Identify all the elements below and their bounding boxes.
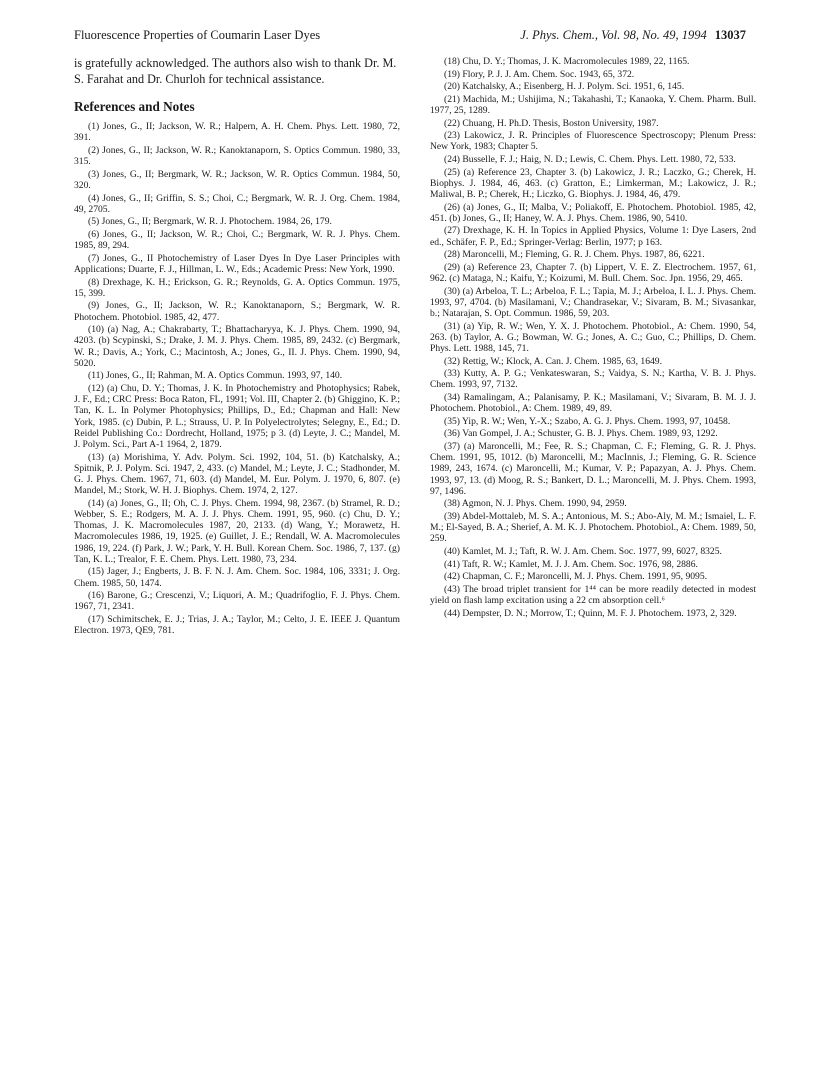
- journal-volume-issue: J. Phys. Chem., Vol. 98, No. 49, 1994: [520, 28, 707, 42]
- reference-item: (26) (a) Jones, G., II; Malba, V.; Poliakoff, E. Photochem. Photobiol. 1985, 42, 451. (b) Jones, G., II; Haney, W. A. J. Phys. Chem. 1986, 90, 5410.: [430, 201, 756, 224]
- reference-item: (31) (a) Yip, R. W.; Wen, Y. X. J. Photochem. Photobiol., A: Chem. 1990, 54, 263. (b) Taylor, A. G.; Bowman, W. G.; Jones, A. C.; Guo, C.; Phillips, D. Chem. Phys. Lett. 1988, 145, 71.: [430, 320, 756, 354]
- reference-item: (14) (a) Jones, G., II; Oh, C. J. Phys. Chem. 1994, 98, 2367. (b) Stramel, R. D.; Webber, S. E.; Rodgers, M. A. J. J. Phys. Chem. 1991, 95, 960. (c) Chu, D. Y.; Thomas, J. K. Macromolecules 1987, 20, 2133. (d) Wang, Y.; Morawetz, H. Macromolecules 1986, 19, 1925. (e) Guillet, J. E.; Rendall, W. A. Macromolecules 1986, 19, 224. (f) Park, J. W.; Park, Y. H. Bull. Korean Chem. Soc. 1986, 7, 137. (g) Tan, K. L.; Trealor, F. E. Chem. Phys. Lett. 1980, 73, 234.: [74, 497, 400, 565]
- reference-item: (5) Jones, G., II; Bergmark, W. R. J. Photochem. 1984, 26, 179.: [88, 216, 332, 228]
- acknowledgment-text: is gratefully acknowledged. The authors also wish to thank Dr. M. S. Farahat and Dr. Churloh for technical assistance.: [74, 56, 397, 86]
- reference-item: (27) Drexhage, K. H. In Topics in Applied Physics, Volume 1: Dye Lasers, 2nd ed., Schäfer, F. P., Ed.; Springer-Verlag: Berlin, 1977; p 163.: [430, 225, 756, 248]
- reference-item: (16) Barone, G.; Crescenzi, V.; Liquori, A. M.; Quadrifoglio, F. J. Phys. Chem. 1967, 71, 2341.: [74, 590, 400, 613]
- reference-item: (24) Busselle, F. J.; Haig, N. D.; Lewis, C. Chem. Phys. Lett. 1980, 72, 533.: [444, 153, 736, 165]
- reference-list-left: [74, 121, 400, 636]
- reference-item: (21) Machida, M.; Ushijima, N.; Takahashi, T.; Kanaoka, Y. Chem. Pharm. Bull. 1977, 25, 1289.: [430, 93, 756, 116]
- reference-item: (30) (a) Arbeloa, T. L.; Arbeloa, F. L.; Tapia, M. J.; Arbeloa, I. L. J. Phys. Chem. 1993, 97, 4704. (b) Masilamani, V.; Chandrasekar, V.; Sivaram, B. M.; Sivasankar, b.; Natarajan, S. Opt. Commun. 1986, 59, 203.: [430, 285, 756, 319]
- reference-item: (36) Van Gompel, J. A.; Schuster, G. B. J. Phys. Chem. 1989, 93, 1292.: [444, 428, 718, 440]
- reference-item: (41) Taft, R. W.; Kamlet, M. J. J. Am. Chem. Soc. 1976, 98, 2886.: [444, 558, 698, 570]
- reference-item: (8) Drexhage, K. H.; Erickson, G. R.; Reynolds, G. A. Optics Commun. 1975, 15, 399.: [74, 276, 400, 299]
- reference-item: (2) Jones, G., II; Jackson, W. R.; Kanoktanaporn, S. Optics Commun. 1980, 33, 315.: [74, 144, 400, 168]
- reference-item: (13) (a) Morishima, Y. Adv. Polym. Sci. 1992, 104, 51. (b) Katchalsky, A.; Spitnik, P. J. Polym. Sci. 1947, 2, 433. (c) Mandel, M.; Leyte, J. C.; Stadhonder, M. G. J. Phys. Chem. 1967, 71, 603. (d) Mandel, M. Eur. Polym. J. 1970, 6, 807. (e) Mandel, M.; Stork, W. H. J. Biophys. Chem. 1974, 2, 127.: [74, 451, 400, 497]
- reference-item: (17) Schimitschek, E. J.; Trias, J. A.; Taylor, M.; Celto, J. E. IEEE J. Quantum Electron. 1973, QE9, 781.: [74, 613, 400, 637]
- reference-item: (35) Yip, R. W.; Wen, Y.-X.; Szabo, A. G. J. Phys. Chem. 1993, 97, 10458.: [444, 415, 731, 427]
- reference-item: (19) Flory, P. J. J. Am. Chem. Soc. 1943, 65, 372.: [444, 68, 635, 80]
- reference-item: (43) The broad triplet transient for 1⁴⁴ can be more readily detected in modest yield on flash lamp excitation using a 22 cm absorption cell.⁶: [430, 583, 756, 606]
- reference-item: (7) Jones, G., II Photochemistry of Laser Dyes In Dye Laser Principles with Applications; Duarte, F. J., Hillman, L. W., Eds.; Academic Press: New York, 1990.: [74, 252, 400, 275]
- reference-item: (11) Jones, G., II; Rahman, M. A. Optics Commun. 1993, 97, 140.: [88, 370, 343, 382]
- reference-item: (34) Ramalingam, A.; Palanisamy, P. K.; Masilamani, V.; Sivaram, B. M. J. J. Photochem. Photobiol., A: Chem. 1989, 49, 89.: [430, 391, 756, 415]
- reference-item: (10) (a) Nag, A.; Chakrabarty, T.; Bhattacharyya, K. J. Phys. Chem. 1990, 94, 4203. (b) Scypinski, S.; Drake, J. M. J. Phys. Chem. 1985, 89, 2432. (c) Bergmark, W. R.; Davis, A.; York, C.; Macintosh, A.; Jones, G., II. J. Phys. Chem. 1990, 94, 5020.: [74, 324, 400, 369]
- page-number: 13037: [714, 28, 746, 42]
- running-title: Fluorescence Properties of Coumarin Laser Dyes: [74, 28, 321, 42]
- journal-citation: [520, 28, 746, 43]
- running-header: [74, 28, 746, 46]
- reference-list-right: [430, 56, 756, 619]
- reference-item: (38) Agmon, N. J. Phys. Chem. 1990, 94, 2959.: [444, 498, 627, 510]
- reference-item: (6) Jones, G., II; Jackson, W. R.; Choi, C.; Bergmark, W. R. J. Phys. Chem. 1985, 89, 294.: [74, 228, 400, 252]
- reference-item: (22) Chuang, H. Ph.D. Thesis, Boston University, 1987.: [444, 117, 659, 129]
- right-column: [430, 56, 756, 620]
- reference-item: (1) Jones, G., II; Jackson, W. R.; Halpern, A. H. Chem. Phys. Lett. 1980, 72, 391.: [74, 121, 400, 144]
- reference-item: (32) Rettig, W.; Klock, A. Can. J. Chem. 1985, 63, 1649.: [444, 355, 662, 367]
- reference-item: (25) (a) Reference 23, Chapter 3. (b) Lakowicz, J. R.; Laczko, G.; Cherek, H. Biophys. J. 1984, 46, 463. (c) Gratton, E.; Limkerman, M.; Lakowicz, J. R.; Maliwal, B. P.; Cherek, H.; Liczko, G. Biophys. J. 1984, 46, 479.: [430, 166, 756, 200]
- reference-item: (18) Chu, D. Y.; Thomas, J. K. Macromolecules 1989, 22, 1165.: [444, 56, 690, 67]
- reference-item: (42) Chapman, C. F.; Maroncelli, M. J. Phys. Chem. 1991, 95, 9095.: [444, 571, 708, 583]
- reference-item: (29) (a) Reference 23, Chapter 7. (b) Lippert, V. E. Z. Electrochem. 1957, 61, 962. (c) Mataga, N.; Kaifu, Y.; Koizumi, M. Bull. Chem. Soc. Jpn. 1956, 29, 465.: [430, 261, 756, 284]
- reference-item: (3) Jones, G., II; Bergmark, W. R.; Jackson, W. R. Optics Commun. 1984, 50, 320.: [74, 168, 400, 191]
- reference-item: (9) Jones, G., II; Jackson, W. R.; Kanoktanaporn, S.; Bergmark, W. R. Photochem. Photobiol. 1985, 42, 477.: [74, 300, 400, 323]
- left-column: [74, 56, 400, 638]
- reference-item: (23) Lakowicz, J. R. Principles of Fluorescence Spectroscopy; Plenum Press: New York, 1983; Chapter 5.: [430, 130, 756, 153]
- reference-item: (15) Jager, J.; Engberts, J. B. F. N. J. Am. Chem. Soc. 1984, 106, 3331; J. Org. Chem. 1985, 50, 1474.: [74, 566, 400, 589]
- references-heading: References and Notes: [74, 99, 195, 115]
- reference-item: (44) Dempster, D. N.; Morrow, T.; Quinn, M. F. J. Photochem. 1973, 2, 329.: [444, 607, 737, 619]
- reference-item: (37) (a) Maroncelli, M.; Fee, R. S.; Chapman, C. F.; Fleming, G. R. J. Phys. Chem. 1991, 95, 1012. (b) Maroncelli, M.; MacInnis, J.; Fleming, G. R. Science 1989, 243, 1674. (c) Maroncelli, M.; Kumar, V. P.; Papazyan, A. J. Phys. Chem. 1993, 97, 13. (d) Moog, R. S.; Bankert, D. L.; Maroncelli, M. J. Phys. Chem. 1993, 97, 1496.: [430, 440, 756, 497]
- reference-item: (39) Abdel-Mottaleb, M. S. A.; Antonious, M. S.; Abo-Aly, M. M.; Ismaiel, L. F. M.; El-Sayed, B. A.; Sherief, A. M. K. J. Photochem. Photobiol., A: Chem. 1989, 50, 259.: [430, 510, 756, 545]
- reference-item: (4) Jones, G., II; Griffin, S. S.; Choi, C.; Bergmark, W. R. J. Org. Chem. 1984, 49, 2705.: [74, 192, 400, 215]
- reference-item: (33) Kutty, A. P. G.; Venkateswaran, S.; Vaidya, S. N.; Kartha, V. B. J. Phys. Chem. 1993, 97, 7132.: [430, 368, 756, 391]
- reference-item: (28) Maroncelli, M.; Fleming, G. R. J. Chem. Phys. 1987, 86, 6221.: [444, 249, 705, 261]
- reference-item: (12) (a) Chu, D. Y.; Thomas, J. K. In Photochemistry and Photophysics; Rabek, J. F., Ed.; CRC Press: Boca Raton, FL, 1991; Vol. III, Chapter 2. (b) Ghiggino, K. P.; Tan, K. L. In Polymer Photophysics; Phillips, D., Ed.; Chapman and Hall: New York, 1985. (c) Dubin, P. L.; Strauss, U. P. In Polyelectrolytes; Selegny, E., Ed.; D. Reidel Publishing Co.: Dordrecht, Holland, 1975; p 3. (d) Leyte, J. C.; Mandel, M. J. Polym. Sci., Part A-1 1964, 2, 1879.: [74, 382, 400, 450]
- reference-item: (20) Katchalsky, A.; Eisenberg, H. J. Polym. Sci. 1951, 6, 145.: [444, 81, 685, 93]
- reference-item: (40) Kamlet, M. J.; Taft, R. W. J. Am. Chem. Soc. 1977, 99, 6027, 8325.: [444, 545, 722, 557]
